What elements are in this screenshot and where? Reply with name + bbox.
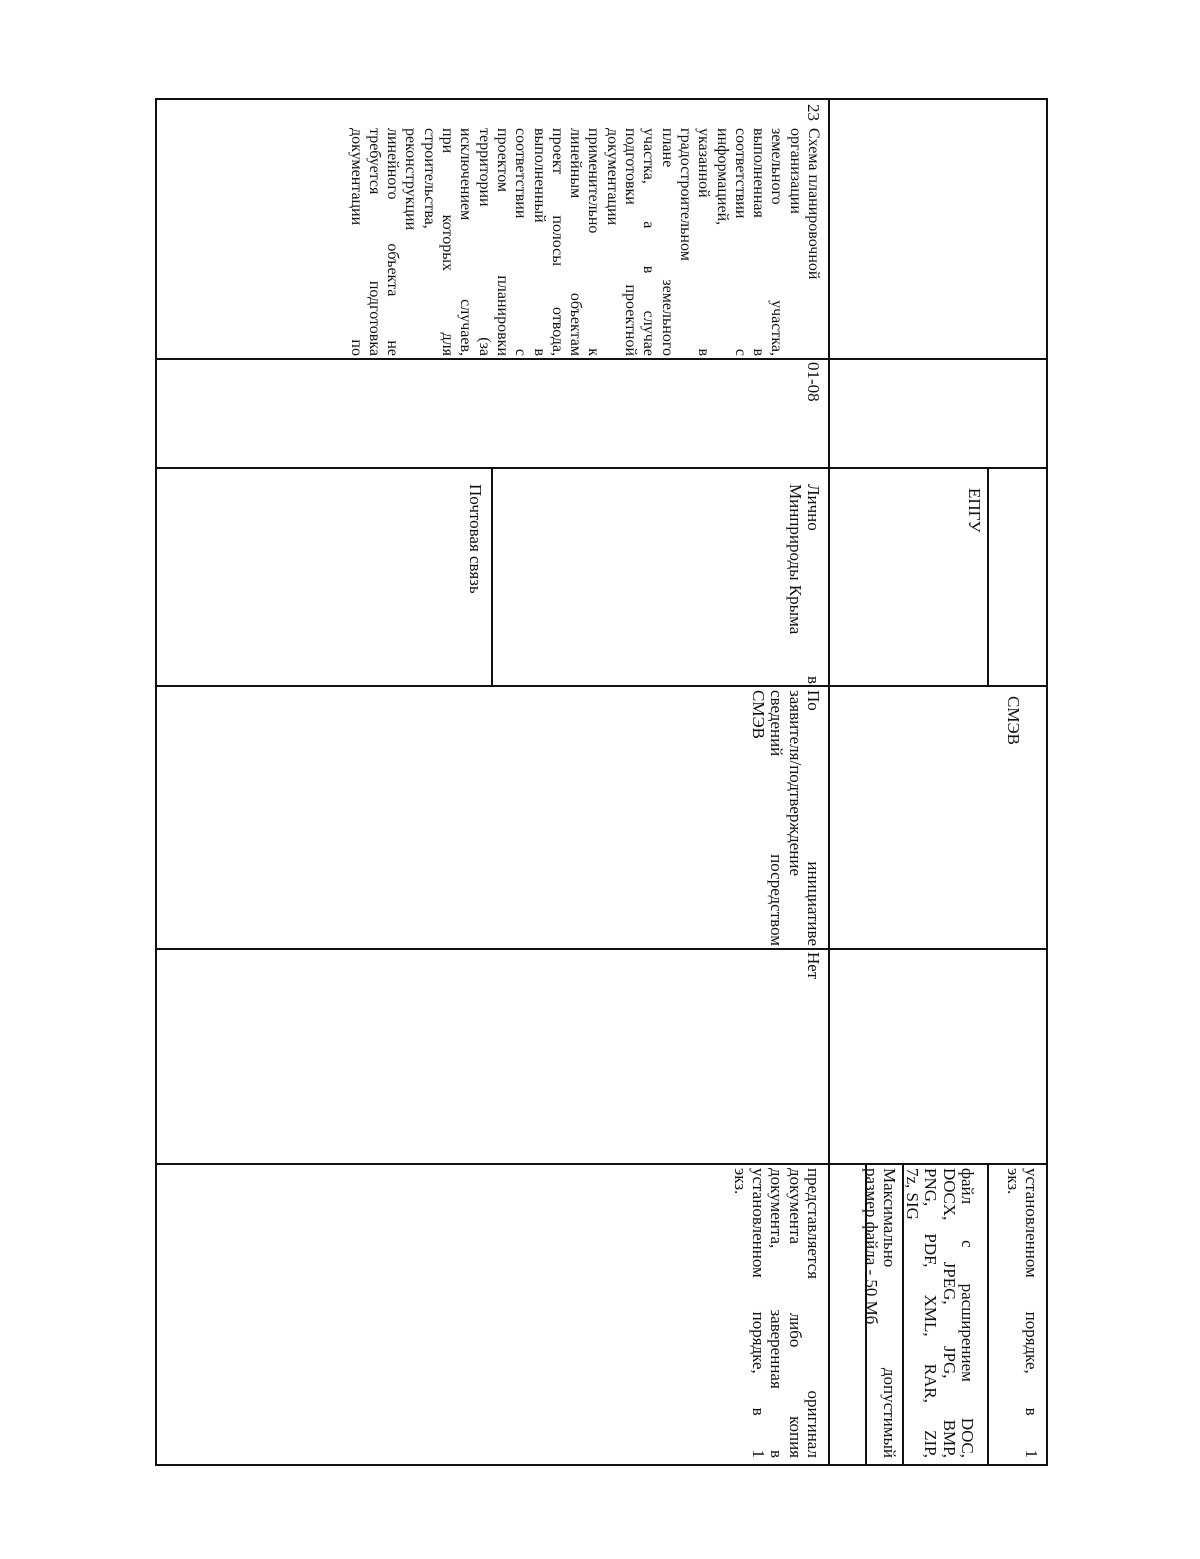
table-divider-col-1 xyxy=(157,358,1046,360)
table-border-top xyxy=(155,98,1048,100)
table-border-left xyxy=(155,98,157,1466)
table-divider-col-4 xyxy=(157,948,1046,950)
strip-file-formats: файл с расширением DOC, DOCX, JPEG, JPG, BMP, PNG, PDF, XML, RAR, ZIP, 7z, SIG xyxy=(903,1168,977,1458)
header-split-epgu xyxy=(987,468,989,686)
document-code: 01-08 xyxy=(804,362,823,402)
right-strip-text: установленном порядке, в 1 экз. xyxy=(1003,1168,1041,1458)
form-of-presentation: представляется оригинал документа либо копия документа, заверенная в установленном порядке, в 1 экз. xyxy=(730,1168,823,1458)
table-border-right xyxy=(1046,98,1048,1466)
header-smev: СМЭВ xyxy=(1004,696,1023,746)
table-border-bottom xyxy=(155,1464,1048,1466)
table-divider-col-2 xyxy=(157,467,1046,469)
required-flag: Нет xyxy=(804,952,823,980)
method-split xyxy=(491,468,493,686)
header-epgu: ЕПГУ xyxy=(965,488,984,533)
document-name: Схема планировочной организации земельного участка, выполненная в соответствии с информацией, указанной в градостроительном плане земельного участка, а в случае подготовки проектной документации применительно к линейным объектам проект полосы отвода, выполненный в соответствии с проектом планировки территории (за исключением случаев, при которых для строительства, реконструкции линейного объекта не требуется подготовка документации по xyxy=(347,128,822,356)
strip-split-right xyxy=(987,1164,989,1465)
strip-max-size: Максимально допустимый размер файла - 50 Мб xyxy=(861,1168,899,1458)
row-number: 23 xyxy=(804,104,823,121)
method-in-person: Лично в Минприроды Крыма xyxy=(785,484,823,684)
table-divider-header-row xyxy=(828,98,830,1466)
table-divider-col-5 xyxy=(157,1163,1046,1165)
method-post: Почтовая связь xyxy=(466,484,485,594)
table-divider-col-3 xyxy=(157,685,1046,687)
initiative-text: По инициативе заявителя/подтверждение сведений посредством СМЭВ xyxy=(749,690,823,946)
